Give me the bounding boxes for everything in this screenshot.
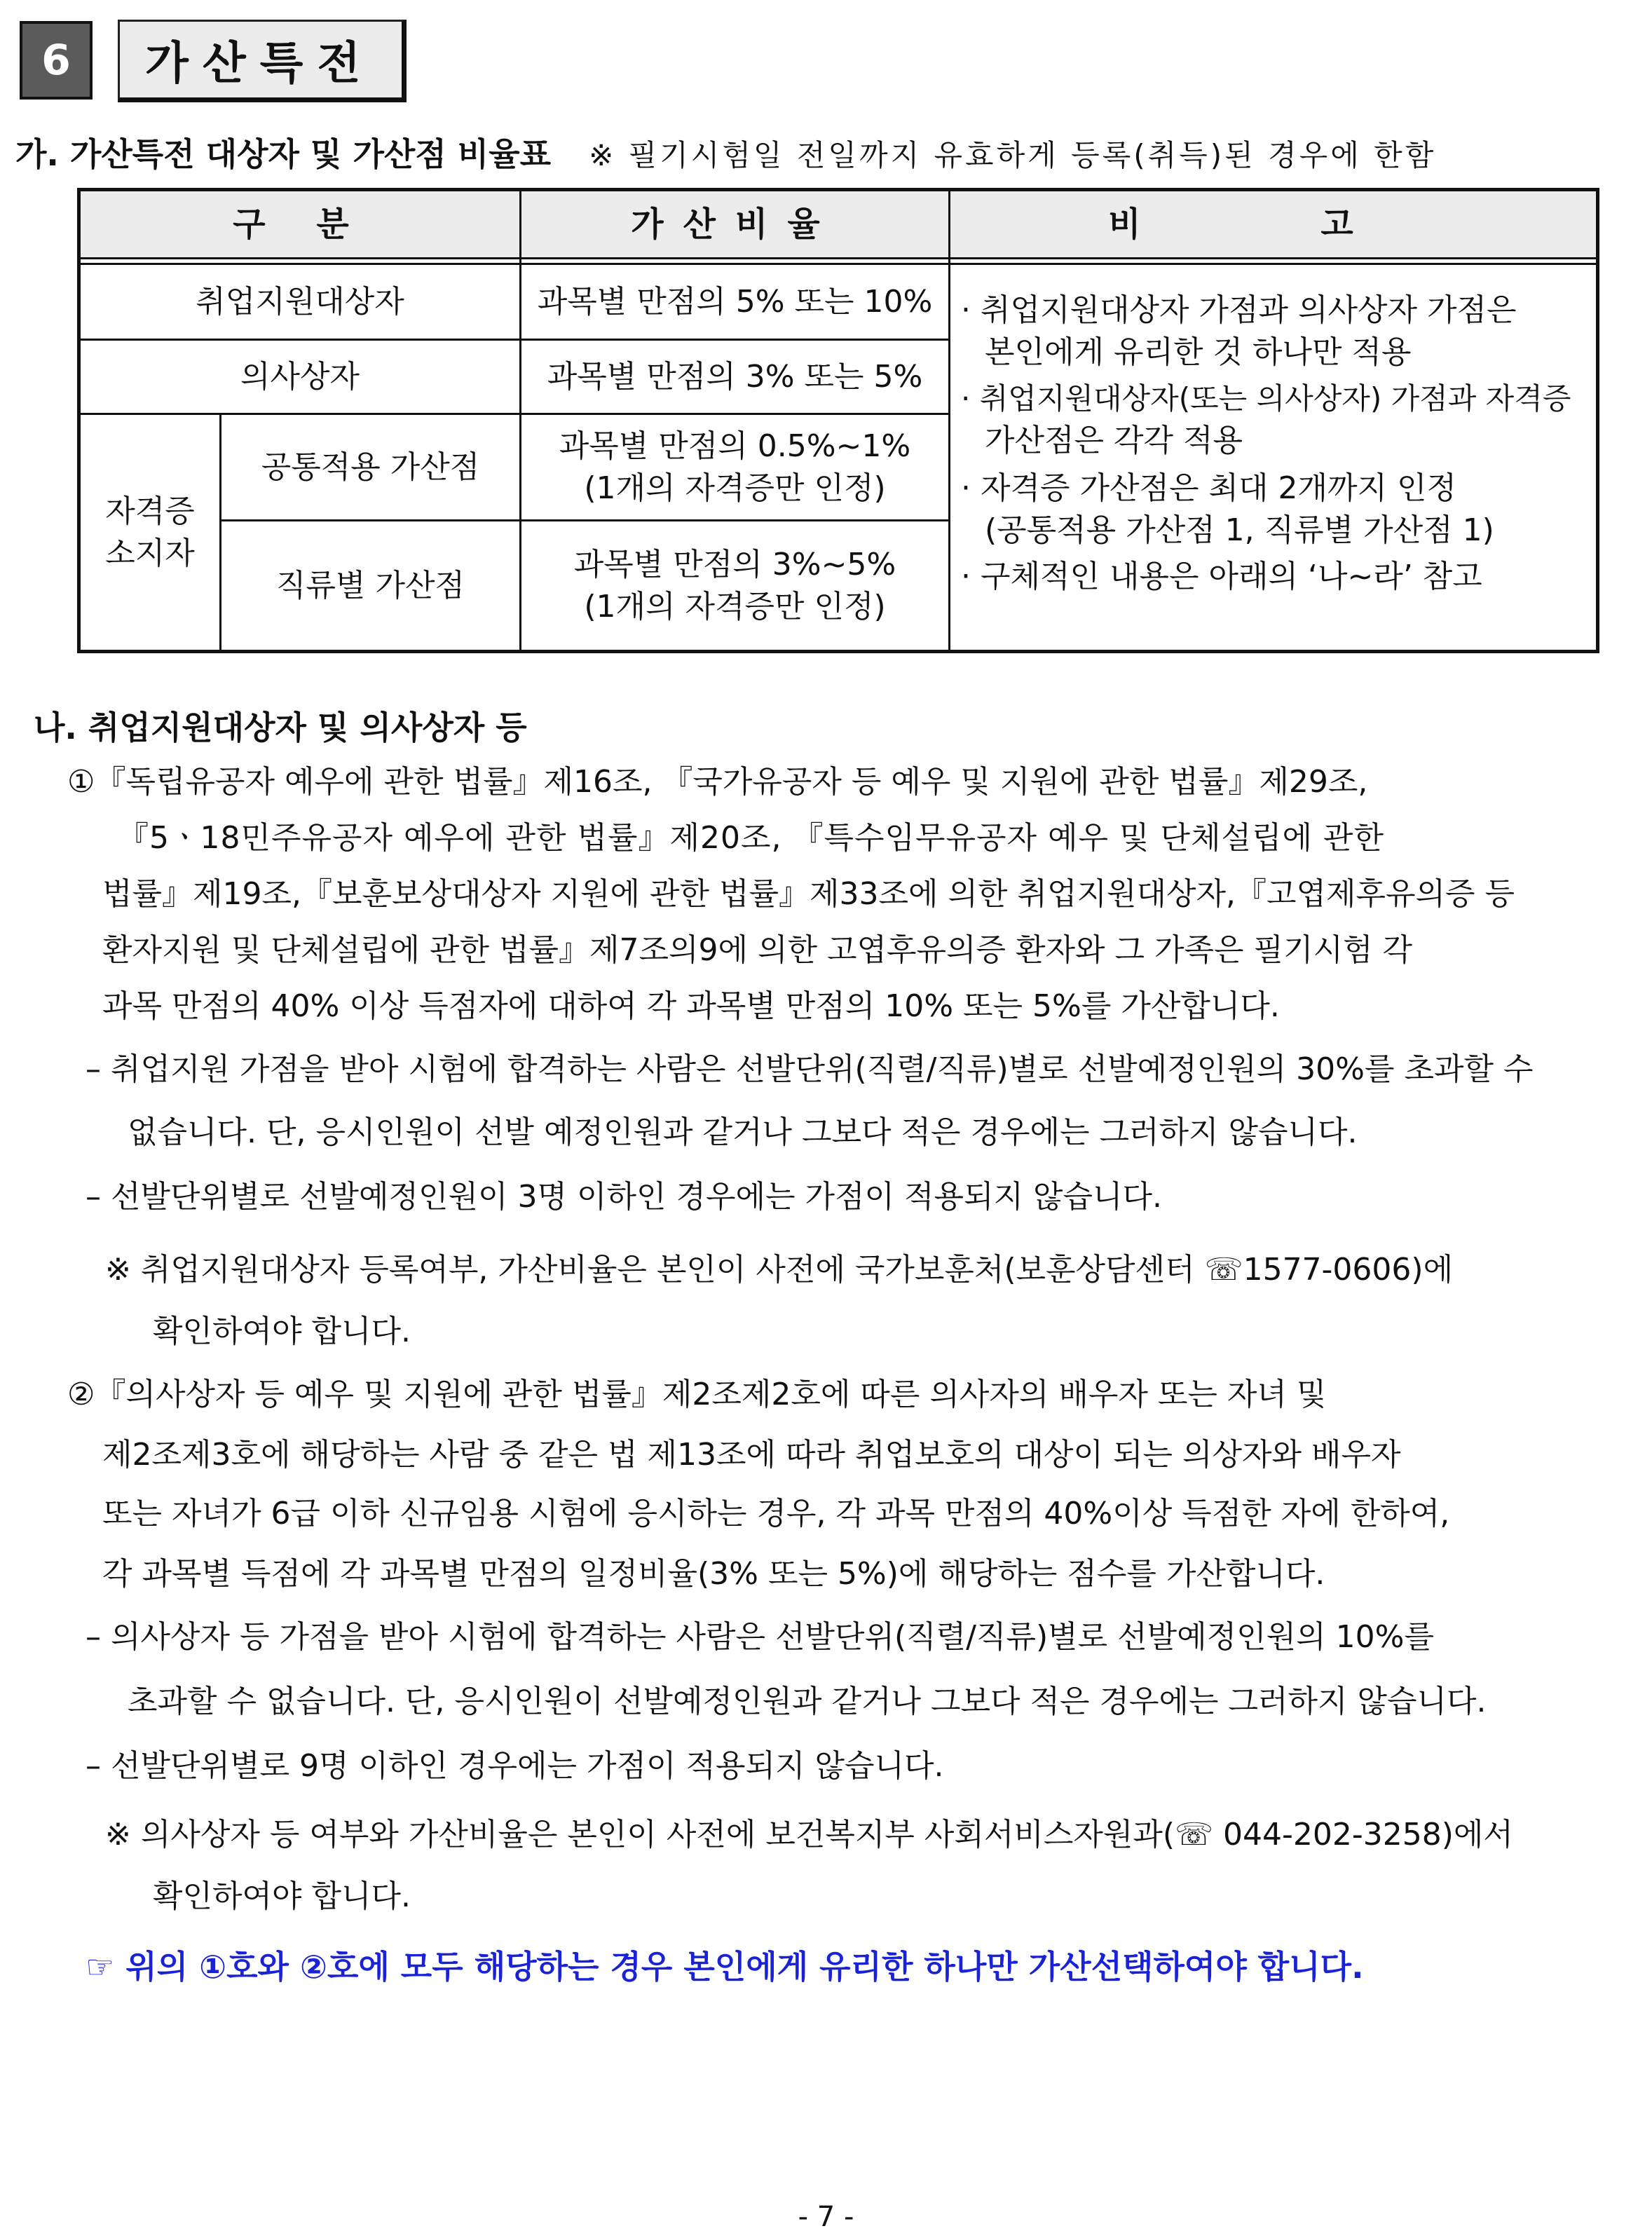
item-2-line-1: ②『의사상자 등 예우 및 지원에 관한 법률』제2조제2호에 따른 의사자의 배우자 또는 자녀 및 — [67, 1377, 1327, 1412]
header-remarks: 비 고 — [1108, 205, 1438, 244]
cert-job-ratio-line1: 과목별 만점의 3%~5% — [573, 546, 896, 582]
page-number: - 7 - — [798, 2201, 854, 2233]
item-1-dash-2: – 선발단위별로 선발예정인원이 3명 이하인 경우에는 가점이 적용되지 않습니다. — [86, 1179, 1162, 1215]
item-2-line-2: 제2조제3호에 해당하는 사람 중 같은 법 제13조에 따라 취업보호의 대상이 되는 의상자와 배우자 — [102, 1437, 1401, 1473]
remark-line-1: · 취업지원대상자 가점과 의사상자 가점은 — [961, 292, 1517, 328]
part-a-note: ※ 필기시험일 전일까지 유효하게 등록(취득)된 경우에 한함 — [589, 138, 1437, 172]
row-cert-common-label: 공통적용 가산점 — [261, 449, 480, 485]
section-title: 가산특전 — [118, 20, 407, 102]
item-1-note-line-2: 확인하여야 합니다. — [153, 1314, 411, 1349]
item-1-note-line-1: ※ 취업지원대상자 등록여부, 가산비율은 본인이 사전에 국가보훈처(보훈상담센터 ☏1577-0606)에 — [105, 1252, 1454, 1288]
section-number-badge: 6 — [20, 21, 93, 100]
cert-common-ratio-line2: (1개의 자격증만 인정) — [584, 470, 886, 506]
item-1-dash-1-line-1: – 취업지원 가점을 받아 시험에 합격하는 사람은 선발단위(직렬/직류)별로 선발예정인원의 30%를 초과할 수 — [86, 1051, 1534, 1087]
item-1-line-5: 과목 만점의 40% 이상 득점자에 대하여 각 과목별 만점의 10% 또는 5%를 가산합니다. — [102, 988, 1280, 1024]
item-2-line-4: 각 과목별 득점에 각 과목별 만점의 일정비율(3% 또는 5%)에 해당하는 점수를 가산합니다. — [102, 1556, 1325, 1592]
item-2-note-line-1: ※ 의사상자 등 여부와 가산비율은 본인이 사전에 보건복지부 사회서비스자원과(☏ 044-202-3258)에서 — [105, 1817, 1513, 1853]
row-employment-ratio: 과목별 만점의 5% 또는 10% — [537, 283, 933, 320]
row-cert-common-ratio — [521, 415, 948, 519]
item-2-note-line-2: 확인하여야 합니다. — [153, 1878, 411, 1914]
header-divider-top — [81, 257, 1596, 259]
row-cert-job-label: 직류별 가산점 — [275, 567, 465, 603]
remark-line-4: 가산점은 각각 적용 — [985, 423, 1243, 458]
bonus-ratio-table — [77, 188, 1599, 653]
item-2-dash-1-line-1: – 의사상자 등 가점을 받아 시험에 합격하는 사람은 선발단위(직렬/직류)별로 선발예정인원의 10%를 — [86, 1619, 1434, 1655]
header-category: 구 분 — [233, 205, 369, 244]
row-righteous-label: 의사상자 — [240, 358, 360, 395]
item-1-dash-1-line-2: 없습니다. 단, 응시인원이 선발 예정인원과 같거나 그보다 적은 경우에는 그러하지 않습니다. — [128, 1114, 1358, 1150]
remark-line-5: · 자격증 가산점은 최대 2개까지 인정 — [961, 470, 1456, 506]
row-cert-group-label: 자격증 소지자 — [105, 493, 195, 571]
item-2-dash-2: – 선발단위별로 9명 이하인 경우에는 가점이 적용되지 않습니다. — [86, 1748, 944, 1784]
remark-line-7: · 구체적인 내용은 아래의 ‘나~라’ 참고 — [961, 559, 1482, 594]
final-note: ☞ 위의 ①호와 ②호에 모두 해당하는 경우 본인에게 유리한 하나만 가산선택하여야 합니다. — [86, 1948, 1364, 1986]
col-divider-2 — [948, 191, 950, 650]
item-2-dash-1-line-2: 초과할 수 없습니다. 단, 응시인원이 선발예정인원과 같거나 그보다 적은 경우에는 그러하지 않습니다. — [128, 1684, 1487, 1719]
row-cert-job-ratio — [521, 521, 948, 650]
cert-common-ratio-line1: 과목별 만점의 0.5%~1% — [559, 428, 911, 464]
part-b-heading: 나. 취업지원대상자 및 의사상자 등 — [34, 709, 527, 746]
item-2-line-3: 또는 자녀가 6급 이하 신규임용 시험에 응시하는 경우, 각 과목 만점의 40%이상 득점한 자에 한하여, — [102, 1496, 1450, 1531]
row-employment-label: 취업지원대상자 — [196, 283, 404, 320]
remark-line-2: 본인에게 유리한 것 하나만 적용 — [985, 334, 1412, 370]
cert-job-ratio-line2: (1개의 자격증만 인정) — [584, 588, 886, 625]
remark-line-6: (공통적용 가산점 1, 직류별 가산점 1) — [985, 512, 1494, 548]
remark-line-3: · 취업지원대상자(또는 의사상자) 가점과 자격증 — [961, 381, 1571, 416]
header-ratio: 가산비율 — [631, 205, 840, 244]
item-1-line-1: ①『독립유공자 예우에 관한 법률』제16조, 『국가유공자 등 예우 및 지원에 관한 법률』제29조, — [67, 764, 1368, 800]
part-a-heading-row — [15, 133, 1436, 177]
item-1-line-2: 『5ㆍ18민주유공자 예우에 관한 법률』제20조, 『특수임무유공자 예우 및 단체설립에 관한 — [118, 820, 1384, 856]
item-1-line-3: 법률』제19조,『보훈보상대상자 지원에 관한 법률』제33조에 의한 취업지원대상자,『고엽제후유의증 등 — [102, 876, 1515, 912]
item-1-line-4: 환자지원 및 단체설립에 관한 법률』제7조의9에 의한 고엽후유의증 환자와 그 가족은 필기시험 각 — [102, 932, 1412, 968]
part-a-heading: 가. 가산특전 대상자 및 가산점 비율표 — [15, 135, 552, 173]
row-righteous-ratio: 과목별 만점의 3% 또는 5% — [547, 358, 923, 395]
